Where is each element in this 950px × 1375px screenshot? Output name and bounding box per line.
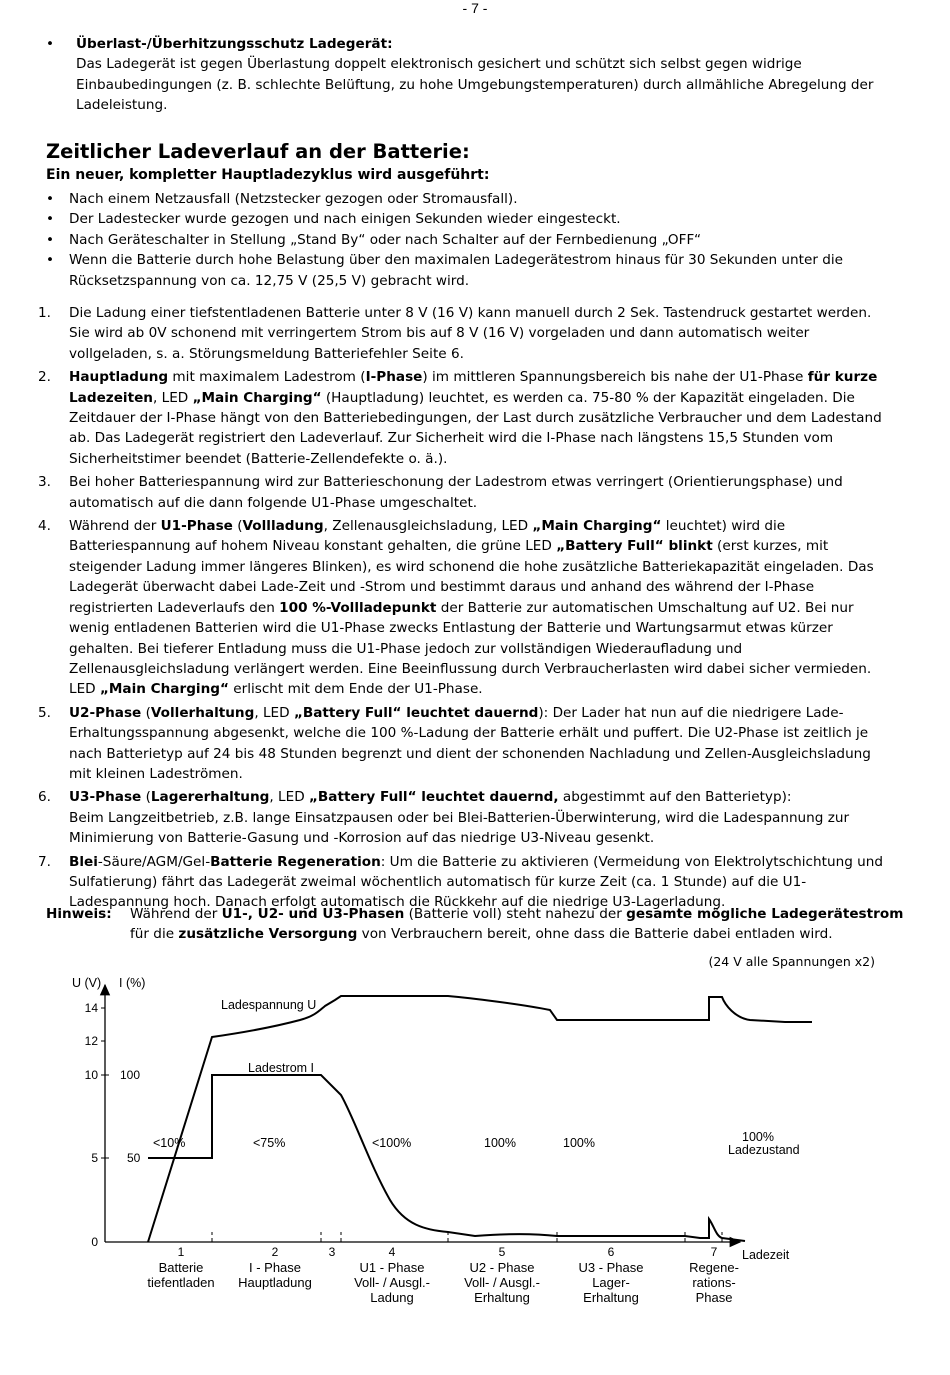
percent-label: Ladezustand — [728, 1143, 800, 1157]
phase-label: Voll- / Ausgl.- — [464, 1275, 540, 1290]
curve-i-label: Ladestrom I — [248, 1061, 315, 1075]
bold-text: Lagererhaltung — [150, 789, 270, 806]
axis-i-label: I (%) — [119, 976, 146, 990]
bold-text: I-Phase — [365, 369, 423, 386]
phase-label: U2 - Phase — [469, 1260, 535, 1275]
u-tick: 10 — [84, 1068, 98, 1082]
text-run: Beim Langzeitbetrieb, z.B. lange Einsatzpausen oder bei Blei-Batterien-Überwinterung, wird die Ladespannung zur Minimierung von Batterie-Gasung und -Korrosion auf das niedrige U3-Niveau gesenkt. — [69, 809, 850, 847]
step-item — [0, 787, 950, 848]
u-tick: 14 — [84, 1001, 98, 1015]
bold-text: „Battery Full“ blinkt — [556, 538, 713, 555]
bold-text: Blei — [69, 853, 98, 870]
bold-text: U2-Phase — [69, 704, 142, 721]
voltage-curve — [148, 996, 812, 1242]
u-tick: 0 — [91, 1235, 98, 1249]
percent-label: 100% — [484, 1136, 516, 1150]
bold-text: gesamte mögliche Ladegerätestrom — [626, 906, 904, 922]
charging-diagram — [0, 960, 950, 1320]
step-text — [69, 703, 890, 785]
text-run: ( — [232, 518, 243, 535]
bold-text: Hauptladung — [69, 369, 169, 386]
step-number: 1. — [38, 305, 51, 321]
bold-text: zusätzliche Versorgung — [178, 926, 358, 943]
text-run: der Batterie zur automatischen Umschaltung auf U2. Bei nur wenig entladenen Batterien wird die U1-Phase zwecks Entlastung der Batterie und Wartungsarmut etwas kürzer gehalten. Bei tieferer Entladung muss die U1-Phase jedoch zur vollständigen Wiederaufladung und Zellenausgleichsladung verlängert werden. Eine Beeinflussung durch Verbraucherlasten wird dabei sicher vermieden. LED — [69, 599, 872, 698]
bold-text: „Battery Full“ leuchtet dauernd, — [309, 789, 559, 806]
charge-percents — [153, 1130, 800, 1157]
percent-label: 100% — [563, 1136, 595, 1150]
bold-text: U1-Phase — [160, 518, 233, 535]
bold-text: für kurze Ladezeiten — [69, 369, 878, 406]
text-run: von Verbrauchern bereit, ohne dass die Batterie dabei entladen wird. — [357, 926, 833, 943]
text-run: , LED — [254, 704, 294, 721]
percent-label: <75% — [253, 1136, 286, 1150]
bold-text: „Battery Full“ leuchtet dauernd — [293, 704, 539, 721]
phase-label: I - Phase — [248, 1260, 302, 1275]
phase-labels — [147, 1245, 739, 1305]
text-run: (Hauptladung) leuchtet, es werden ca. 75-80 % der Kapazität eingeladen. Die Zeitdauer der I-Phase hängt von den Batteriebedingungen, der Last durch zusätzliche Verbraucher und dem Ladestand ab. Das Ladegerät registriert den Ladeverlauf. Zur Sicherheit wird die I-Phase nach längstens 15,5 Stunden vom Sicherheitstimer beendet (Batterie-Zellendefekte o. ä.). — [69, 389, 882, 467]
text-run: : Um die Batterie zu aktivieren (Vermeidung von Elektrolytschichtung und Sulfatierung) fährt das Ladegerät zweimal wöchentlich automatisch für kurze Zeit (ca. 1 Stunde) auf die U1-Ladespannung hoch. Danach erfolgt automatisch die Rückkehr auf die niedrige U3-Lagerladung. — [69, 853, 884, 911]
phase-label: Ladung — [370, 1290, 414, 1305]
condition-item: • Der Ladestecker wurde gezogen und nach einigen Sekunden wieder eingesteckt. — [0, 209, 950, 229]
phase-label: Batterie — [158, 1260, 204, 1275]
phase-label: Voll- / Ausgl.- — [354, 1275, 430, 1290]
bold-text: „Main Charging“ — [532, 518, 662, 535]
section-subtitle: Ein neuer, kompletter Hauptladezyklus wird ausgeführt: — [46, 167, 490, 183]
percent-label: <10% — [153, 1136, 186, 1150]
condition-list — [0, 189, 950, 291]
text-run: Während der — [130, 906, 222, 922]
diagram-note: (24 V alle Spannungen x2) — [708, 954, 875, 969]
step-number: 3. — [38, 474, 51, 491]
step-list — [0, 303, 950, 916]
axis-u-label: U (V) — [72, 976, 102, 990]
step-text — [69, 787, 890, 848]
text-run: abgestimmt auf den Batterietyp): — [558, 789, 792, 806]
bold-text: 100 %-Vollladepunkt — [279, 599, 437, 616]
step-number: 2. — [38, 369, 51, 386]
page-number: - 7 - — [462, 0, 488, 16]
overload-block — [0, 34, 950, 116]
condition-item: • Wenn die Batterie durch hohe Belastung über den maximalen Ladegerätestrom hinaus für 30 Sekunden unter die Rücksetzspannung von ca. 12,75 V (25,5 V) gebracht wird. — [0, 250, 950, 291]
condition-item: • Nach einem Netzausfall (Netzstecker gezogen oder Stromausfall). — [0, 189, 950, 209]
hint-text — [130, 904, 906, 945]
hint-label: Hinweis: — [46, 906, 112, 922]
step-number: 6. — [38, 789, 51, 806]
time-label: Ladezeit — [742, 1248, 790, 1262]
step-number: 4. — [38, 518, 51, 535]
percent-label: <100% — [372, 1136, 412, 1150]
text-run: Während der — [69, 518, 161, 535]
u-tick: 12 — [84, 1034, 98, 1048]
text-run: leuchtet) wird die Batteriespannung auf hohem Niveau konstant gehalten, die grüne LED — [69, 518, 786, 555]
i-tick: 50 — [127, 1151, 141, 1165]
phase-label: Phase — [695, 1290, 733, 1305]
text-run: ( — [141, 704, 151, 721]
i-tick: 100 — [120, 1068, 141, 1082]
phase-label: Hauptladung — [238, 1275, 312, 1290]
text-run: mit maximalem Ladestrom ( — [168, 369, 366, 386]
step-text — [69, 516, 890, 700]
step-text — [69, 472, 890, 513]
u-ticks — [85, 1001, 105, 1249]
phase-label: Lager- — [592, 1275, 630, 1290]
text-run: Bei hoher Batteriespannung wird zur Batterieschonung der Ladestrom etwas verringert (Orientierungsphase) und automatisch auf die dann folgende U1-Phase umgeschaltet. — [69, 474, 843, 511]
phase-number: 7 — [710, 1245, 718, 1259]
phase-number: 4 — [388, 1245, 396, 1259]
bold-text: U1-, U2- und U3-Phasen — [221, 906, 405, 922]
phase-number: 5 — [498, 1245, 506, 1259]
text-run: -Säure/AGM/Gel- — [97, 853, 211, 870]
i-ticks — [105, 1068, 141, 1165]
phase-label: U1 - Phase — [359, 1260, 425, 1275]
phase-label: Erhaltung — [474, 1290, 530, 1305]
phase-number: 1 — [177, 1245, 185, 1259]
text-run: , LED — [152, 389, 193, 406]
step-item — [0, 303, 950, 364]
phase-number: 3 — [328, 1245, 336, 1259]
overload-title: • Überlast-/Überhitzungsschutz Ladegerät: — [76, 36, 393, 52]
phase-label: tiefentladen — [147, 1275, 215, 1290]
text-run: erlischt mit dem Ende der U1-Phase. — [228, 681, 483, 698]
section-title: Zeitlicher Ladeverlauf an der Batterie: — [46, 140, 470, 163]
phase-label: Erhaltung — [583, 1290, 639, 1305]
curve-u-label: Ladespannung U — [221, 998, 317, 1012]
text-run: ( — [141, 789, 151, 806]
text-run: , Zellenausgleichsladung, LED — [323, 518, 533, 535]
overload-text: Das Ladegerät ist gegen Überlastung doppelt elektronisch gesichert und schützt sich selbst gegen widrige Einbaubedingungen (z. B. schlechte Belüftung, zu hohe Umgebungstemperaturen) durch allmähliche Abregelung der Ladeleistung. — [76, 56, 874, 114]
phase-label: rations- — [692, 1275, 736, 1290]
text-run: , LED — [269, 789, 309, 806]
u-tick: 5 — [91, 1151, 98, 1165]
bold-text: Batterie Regeneration — [210, 853, 381, 870]
hint-block — [46, 904, 906, 945]
step-number: 7. — [38, 853, 51, 870]
bold-text: „Main Charging“ — [99, 681, 229, 698]
text-run: für die — [130, 926, 179, 943]
phase-number: 6 — [607, 1245, 615, 1259]
bold-text: Vollerhaltung — [150, 704, 255, 721]
condition-item: • Nach Geräteschalter in Stellung „Stand By“ oder nach Schalter auf der Fernbedienung „OFF“ — [0, 230, 950, 250]
phase-label: U3 - Phase — [578, 1260, 644, 1275]
bold-text: „Main Charging“ — [192, 389, 322, 406]
phase-number: 2 — [271, 1245, 279, 1259]
step-item — [0, 516, 950, 700]
text-run: ) im mittleren Spannungsbereich bis nahe der U1-Phase — [422, 369, 808, 386]
percent-label: 100% — [742, 1130, 774, 1144]
text-run: (Batterie voll) steht nahezu der — [404, 906, 627, 922]
step-text — [69, 303, 890, 364]
step-item — [0, 703, 950, 785]
current-curve — [148, 1075, 745, 1241]
step-item — [0, 472, 950, 513]
step-item — [0, 367, 950, 469]
step-text — [69, 367, 890, 469]
text-run: Die Ladung einer tiefstentladenen Batterie unter 8 V (16 V) kann manuell durch 2 Sek. Tastendruck gestartet werden. Sie wird ab 0V schonend mit verringertem Strom bis auf 8 V (16 V) vorgeladen und dann automatisch weiter vollgeladen, s. a. Störungsmeldung Batteriefehler Seite 6. — [69, 305, 872, 362]
bold-text: U3-Phase — [69, 789, 142, 806]
text-run: ): Der Lader hat nun auf die niedrigere Lade-Erhaltungsspannung abgesenkt, welche die 100 %-Ladung der Batterie erhält und puffert. Die U2-Phase ist zeitlich je nach Batterietyp auf 24 bis 48 Stunden begrenzt und dient der schonenden Nachladung und Zellen-Ausgleichsladung mit kleinen Ladeströmen. — [69, 704, 871, 782]
overload-bullet — [0, 34, 950, 116]
phase-label: Regene- — [689, 1260, 739, 1275]
text-run: (erst kurzes, mit steigender Ladung immer längeres Blinken), es wird schonend die hohe zusätzliche Batteriekapazität eingeladen. Das Ladegerät überwacht dabei Lade-Zeit und -Strom und bestimmt daraus und anhand des während der I-Phase registrierten Ladeverlaufs den — [69, 538, 874, 616]
bold-text: Vollladung — [242, 518, 324, 535]
step-number: 5. — [38, 704, 51, 721]
